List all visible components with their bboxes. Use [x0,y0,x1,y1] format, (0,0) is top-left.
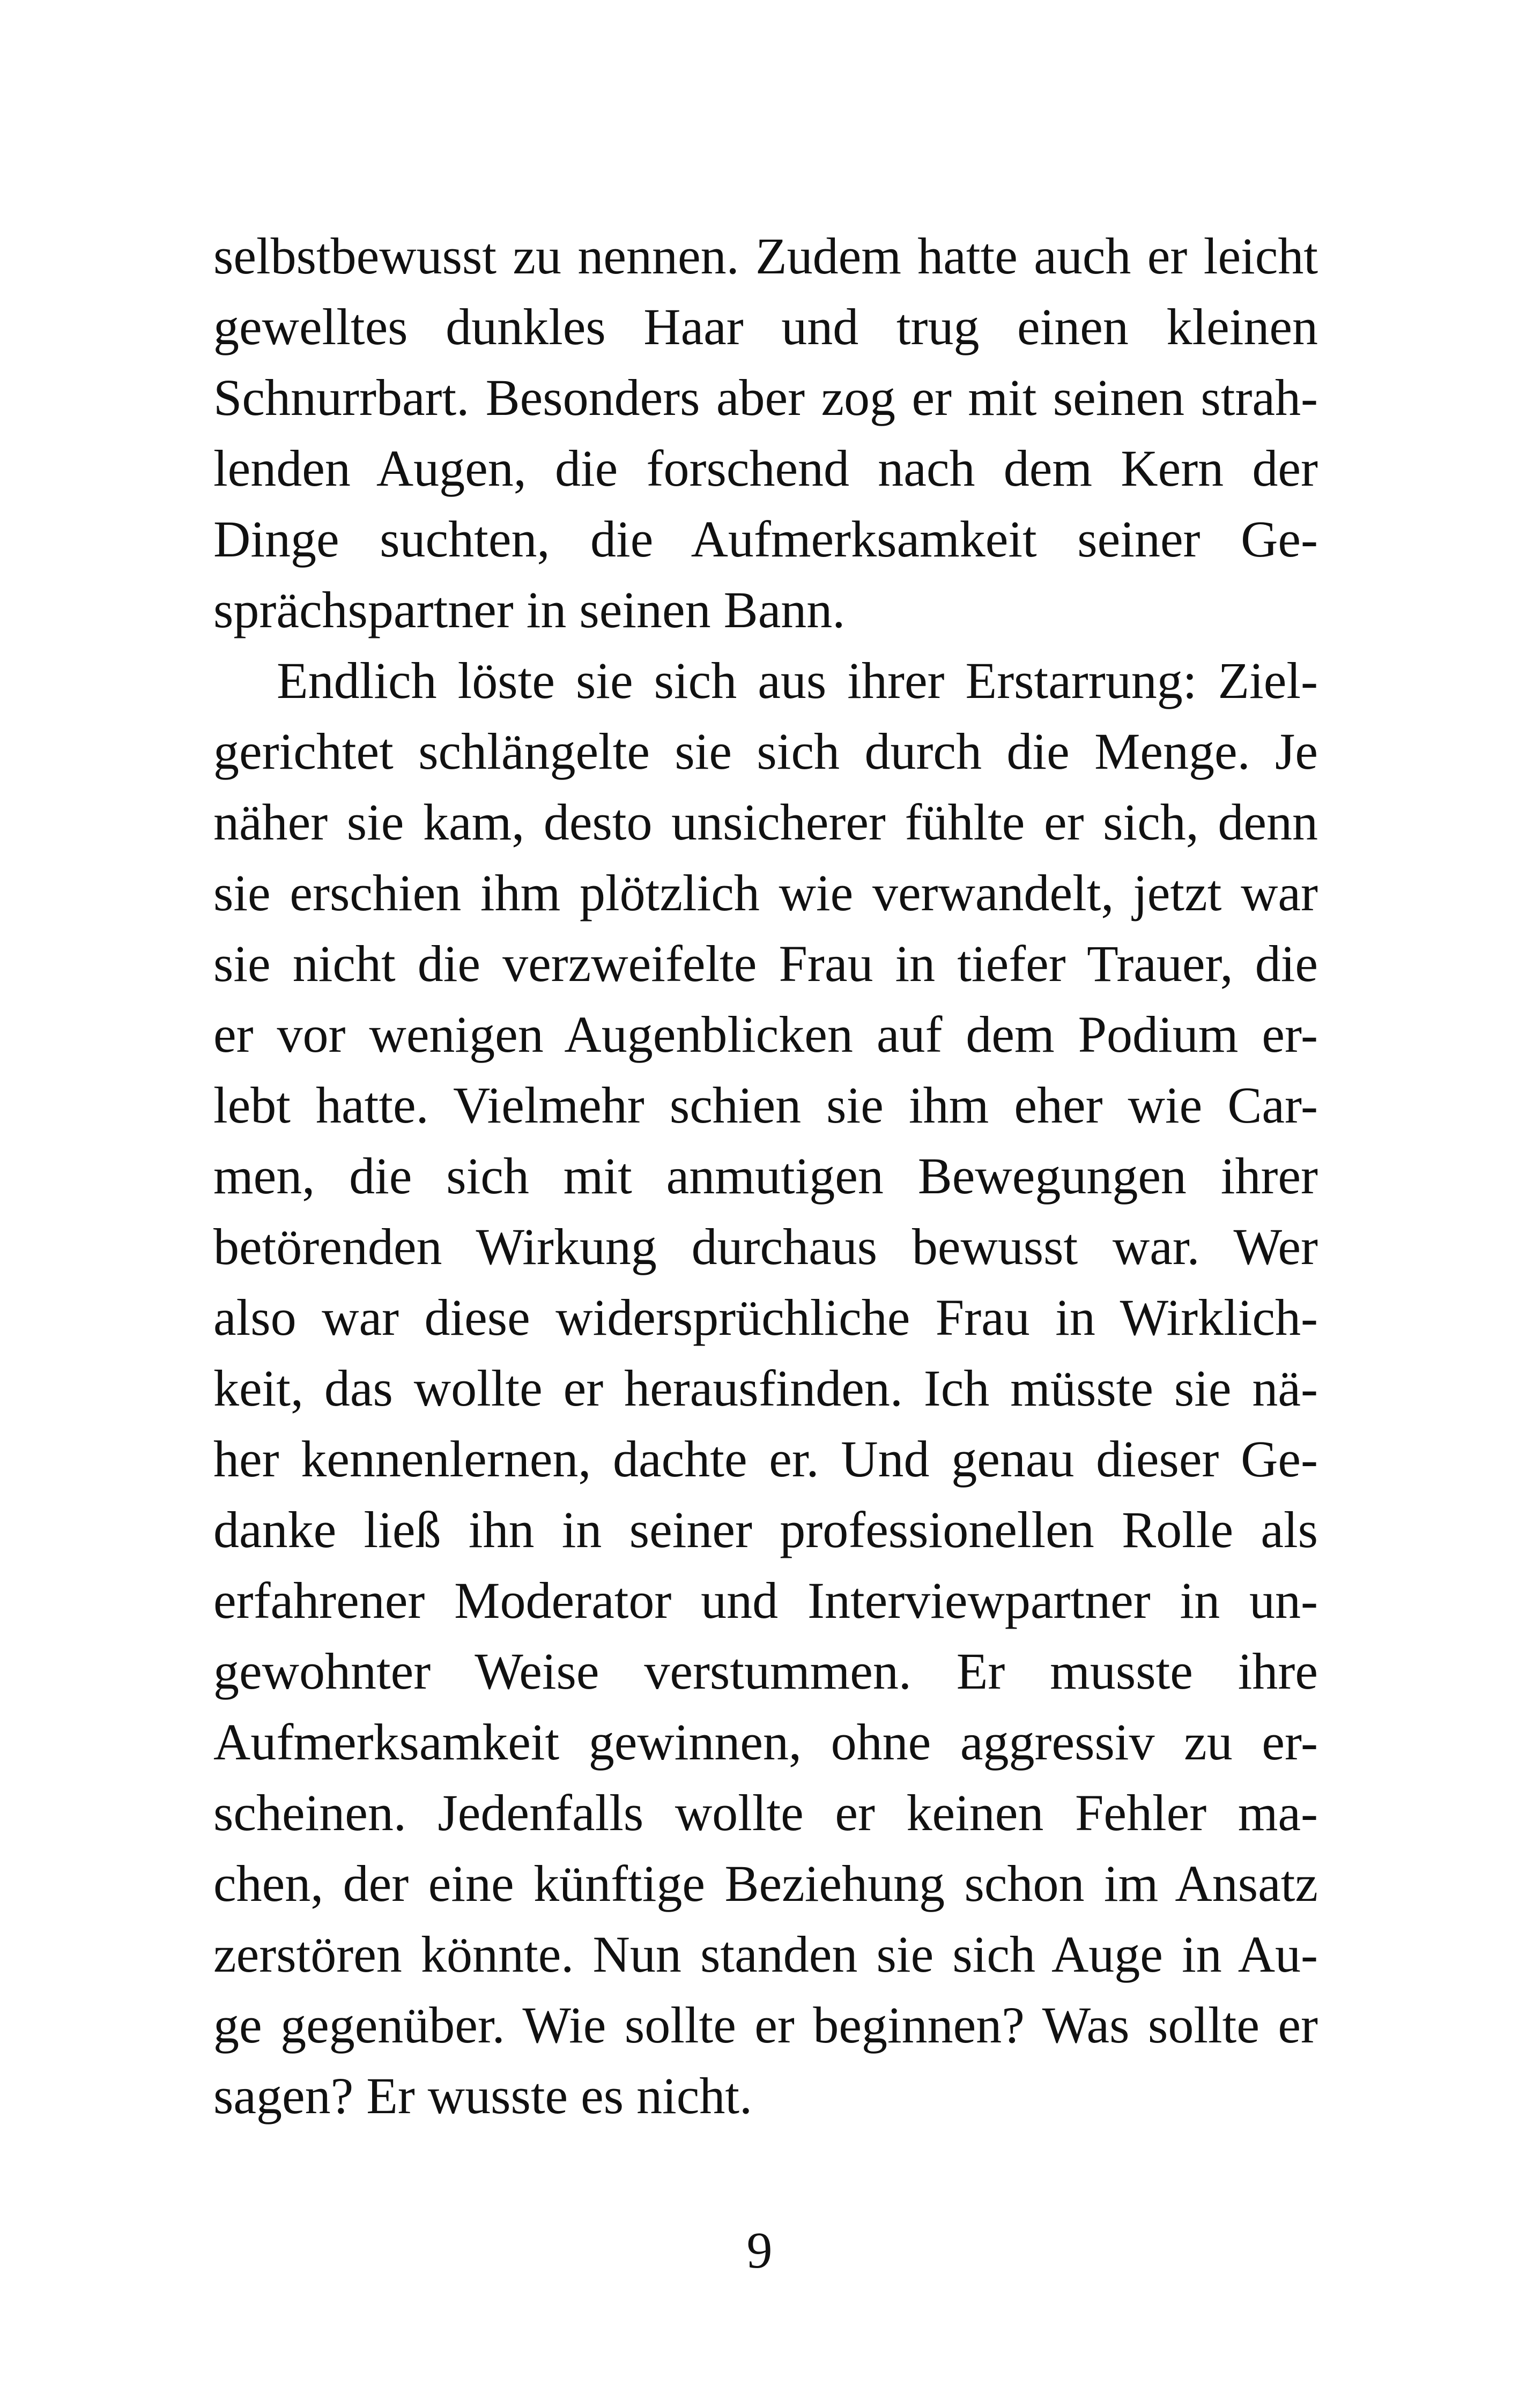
text-line: gewelltes dunkles Haar und trug einen kleinen [213,298,1318,355]
text-line: näher sie kam, desto unsicherer fühlte er sich, denn [213,793,1318,851]
text-line: ge gegenüber. Wie sollte er beginnen? Was sollte er [213,1996,1318,2054]
text-line: sie nicht die verzweifelte Frau in tiefer Trauer, die [213,935,1318,992]
text-line: gerichtet schlängelte sie sich durch die Menge. Je [213,723,1318,780]
text-line: chen, der eine künftige Beziehung schon im Ansatz [213,1855,1318,1912]
text-line: danke ließ ihn in seiner professionellen Rolle als [213,1501,1318,1558]
text-line: er vor wenigen Augenblicken auf dem Podium er- [213,1006,1318,1063]
body-text [213,221,1318,2131]
text-line: men, die sich mit anmutigen Bewegungen ihrer [213,1147,1318,1205]
text-line: zerstören könnte. Nun standen sie sich Auge in Au- [213,1926,1318,1983]
text-line: lebt hatte. Vielmehr schien sie ihm eher wie Car- [213,1076,1318,1134]
text-line: sagen? Er wusste es nicht. [213,2067,753,2124]
paragraph [213,645,1318,2131]
text-line: sprächspartner in seinen Bann. [213,581,846,638]
text-line: Endlich löste sie sich aus ihrer Erstarrung: Ziel- [277,652,1318,709]
text-line: Schnurrbart. Besonders aber zog er mit seinen strah- [213,369,1318,426]
text-line: sie erschien ihm plötzlich wie verwandelt, jetzt war [213,864,1318,921]
text-line: gewohnter Weise verstummen. Er musste ihre [213,1643,1318,1700]
text-line: Aufmerksamkeit gewinnen, ohne aggressiv zu er- [213,1713,1318,1771]
text-line: Dinge suchten, die Aufmerksamkeit seiner Ge- [213,510,1318,568]
text-line: selbstbewusst zu nennen. Zudem hatte auch er leicht [213,227,1318,285]
paragraph [213,221,1318,645]
text-line: scheinen. Jedenfalls wollte er keinen Fehler ma- [213,1784,1318,1841]
page-number: 9 [746,2221,773,2279]
text-line: keit, das wollte er herausfinden. Ich müsste sie nä- [213,1359,1318,1417]
text-line: also war diese widersprüchliche Frau in Wirklich- [213,1289,1318,1346]
text-line: betörenden Wirkung durchaus bewusst war. Wer [213,1218,1318,1275]
text-line: lenden Augen, die forschend nach dem Kern der [213,440,1318,497]
text-line: her kennenlernen, dachte er. Und genau dieser Ge- [213,1430,1318,1488]
text-line: erfahrener Moderator und Interviewpartner in un- [213,1572,1318,1629]
